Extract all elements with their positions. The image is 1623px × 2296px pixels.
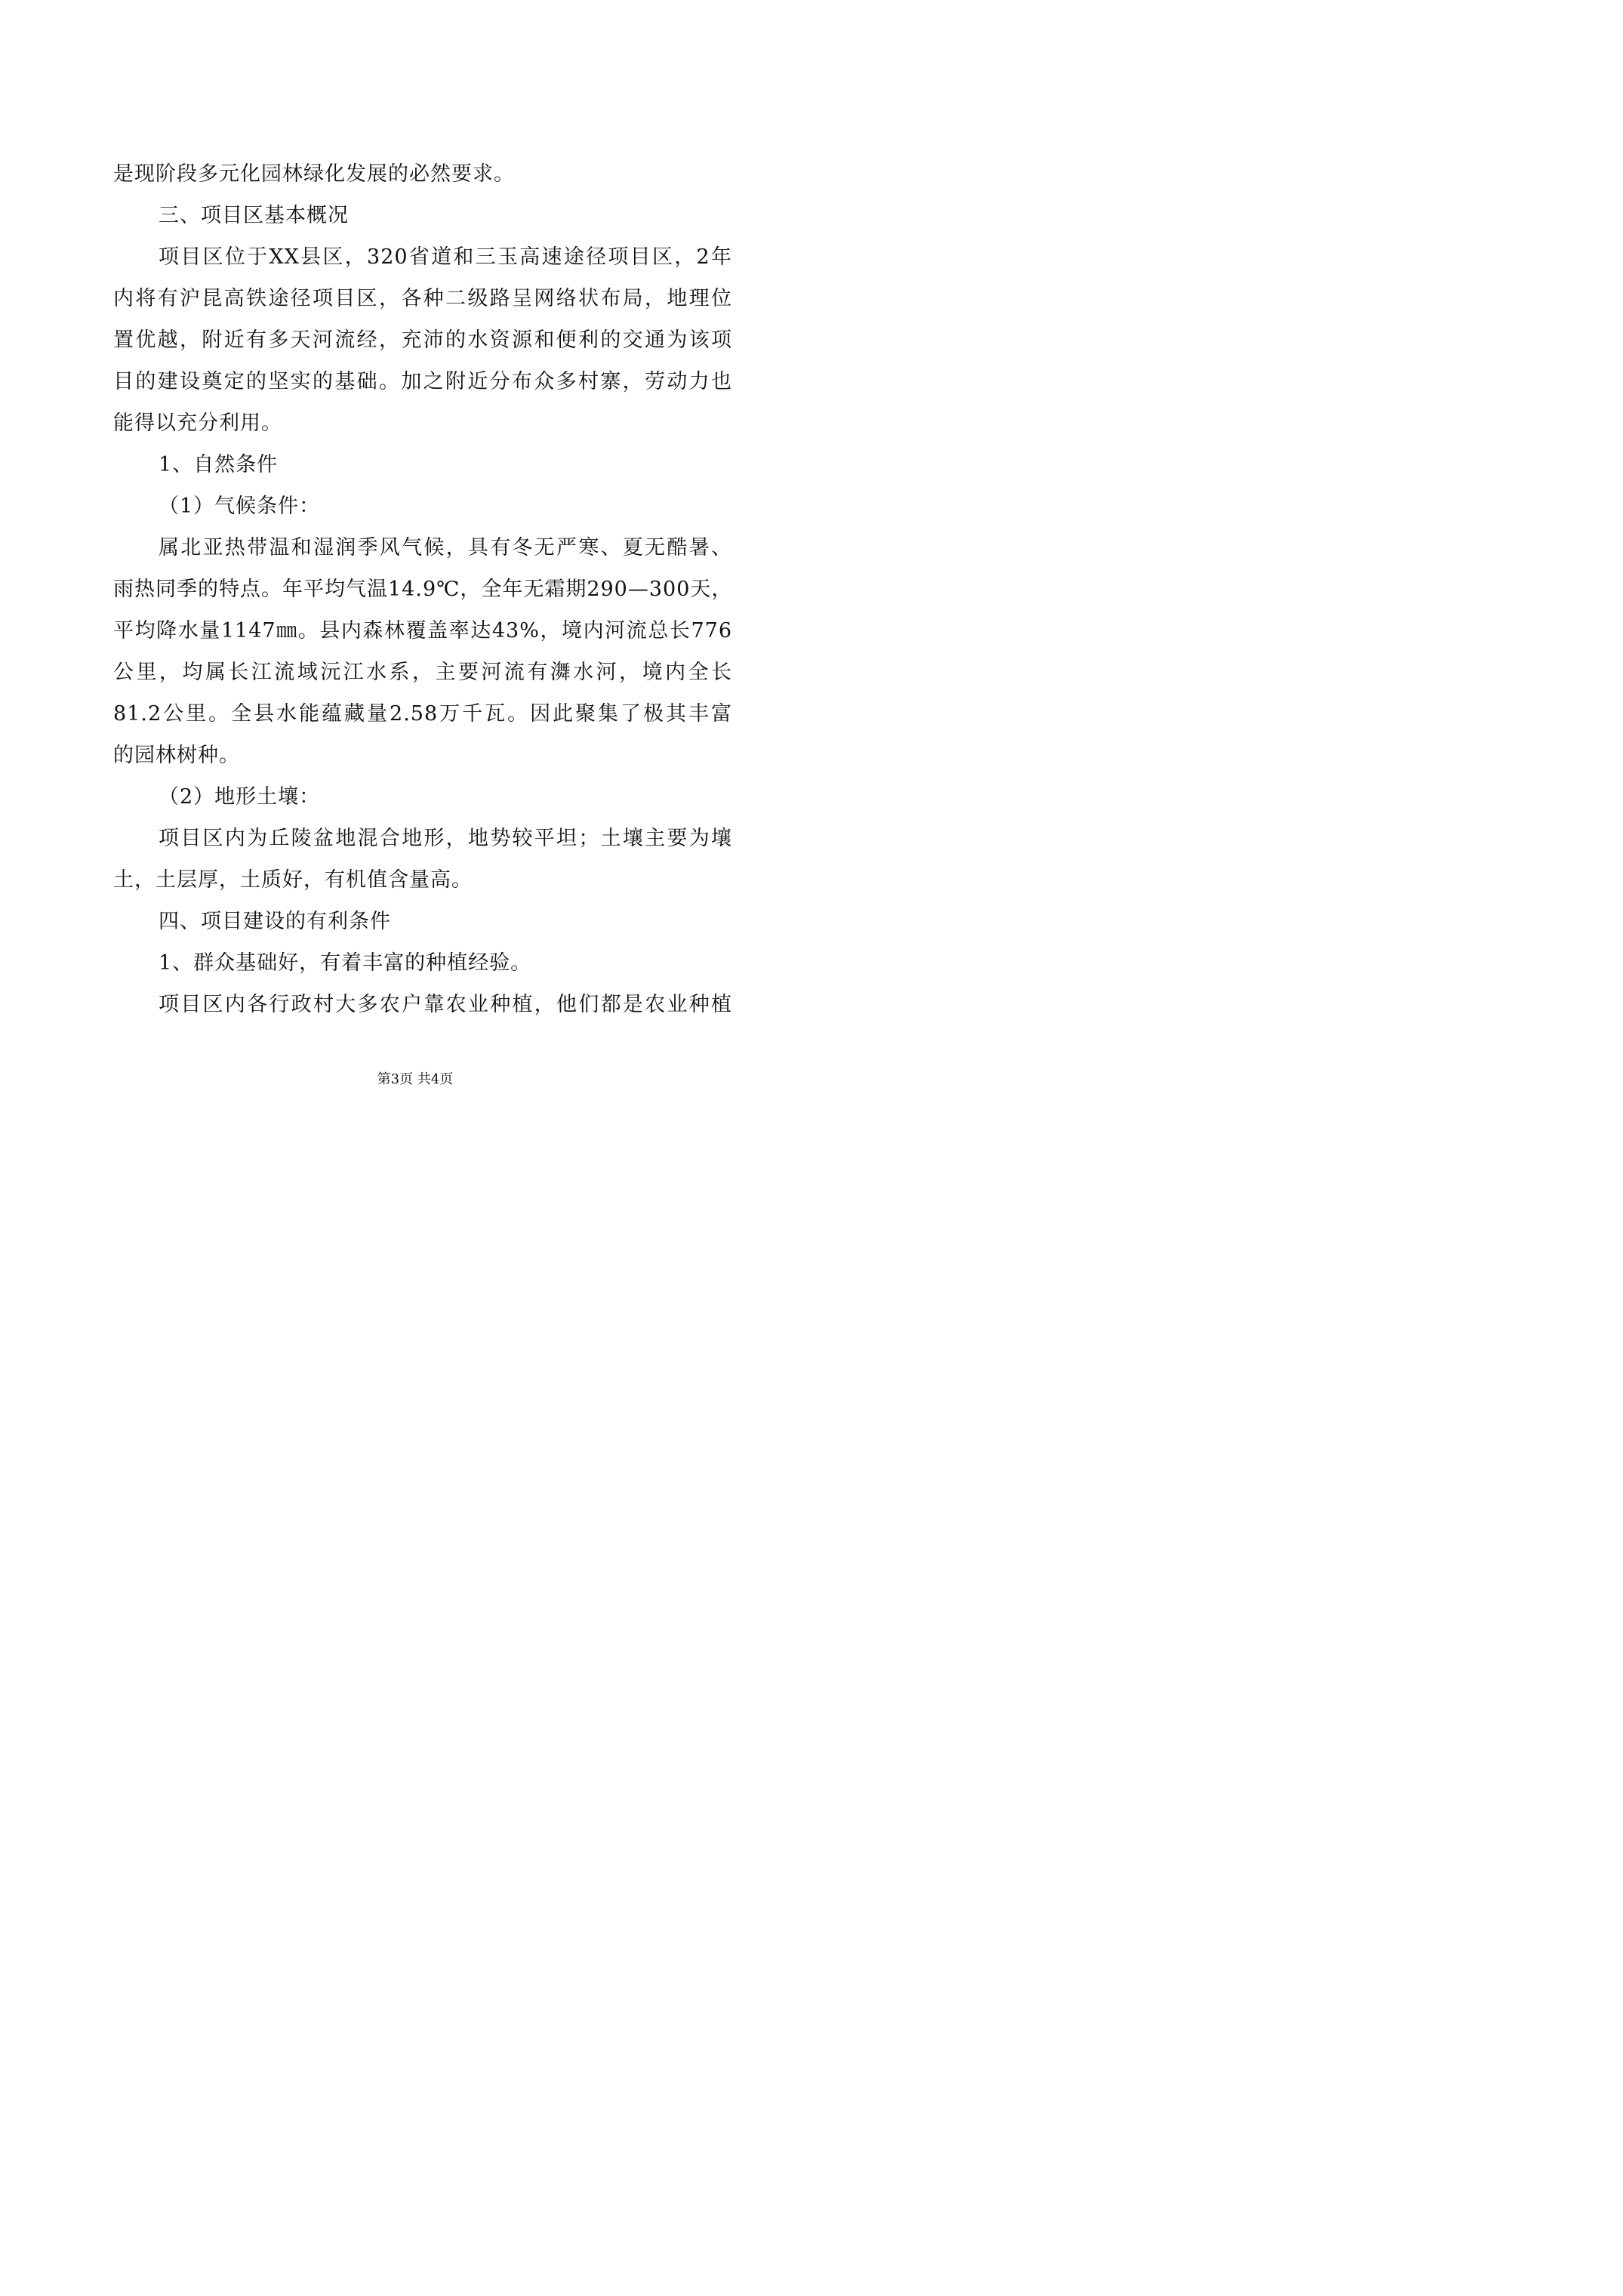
- subsection-heading: 1、自然条件: [159, 453, 279, 476]
- paragraph-line: 目的建设奠定的坚实的基础。加之附近分布众多村寨，劳动力也: [113, 370, 732, 393]
- paragraph-line: 公里，均属长江流域沅江水系，主要河流有㵲水河，境内全长: [113, 661, 732, 684]
- page-footer: 第3页 共4页: [377, 1071, 454, 1087]
- section-heading: 四、项目建设的有利条件: [159, 910, 391, 933]
- subsection-heading: 1、群众基础好，有着丰富的种植经验。: [159, 951, 532, 975]
- section-heading: 三、项目区基本概况: [159, 204, 349, 227]
- paragraph-line: 项目区内为丘陵盆地混合地形，地势较平坦；土壤主要为壤: [159, 827, 732, 850]
- paragraph-line: 81.2公里。全县水能蕴藏量2.58万千瓦。因此聚集了极其丰富: [113, 702, 732, 726]
- subsection-heading: （2）地形土壤：: [159, 785, 321, 809]
- paragraph-line: 项目区内各行政村大多农户靠农业种植，他们都是农业种植: [159, 993, 732, 1016]
- paragraph-line: 土，土层厚，土质好，有机值含量高。: [113, 868, 473, 892]
- paragraph-line: 置优越，附近有多天河流经，充沛的水资源和便利的交通为该项: [113, 328, 732, 352]
- subsection-heading: （1）气候条件：: [159, 495, 321, 518]
- paragraph-line: 是现阶段多元化园林绿化发展的必然要求。: [113, 162, 515, 186]
- document-page: [0, 0, 830, 1175]
- paragraph-line: 能得以充分利用。: [113, 411, 282, 435]
- paragraph-line: 内将有沪昆高铁途径项目区，各种二级路呈网络状布局，地理位: [113, 287, 732, 310]
- paragraph-line: 属北亚热带温和湿润季风气候，具有冬无严寒、夏无酷暑、: [159, 536, 732, 559]
- paragraph-line: 的园林树种。: [113, 744, 240, 767]
- paragraph-line: 平均降水量1147㎜。县内森林覆盖率达43%，境内河流总长776: [113, 619, 732, 643]
- paragraph-line: 项目区位于XX县区，320省道和三玉高速途径项目区，2年: [159, 245, 732, 269]
- paragraph-line: 雨热同季的特点。年平均气温14.9℃，全年无霜期290—300天，: [113, 578, 733, 601]
